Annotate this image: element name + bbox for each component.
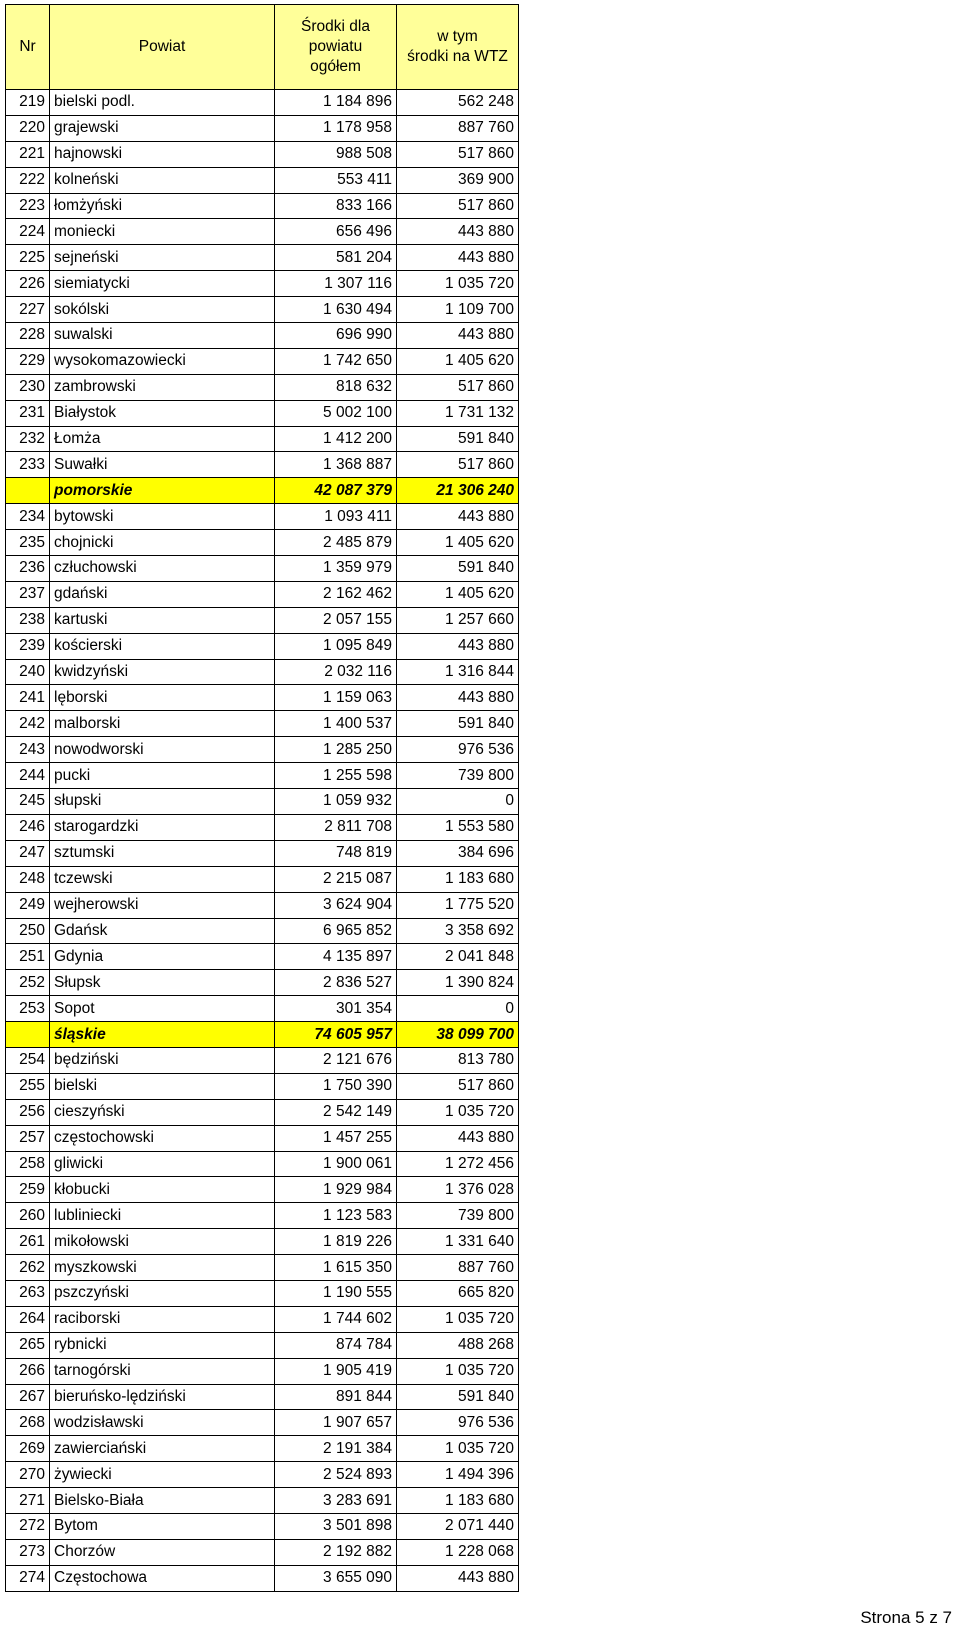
powiat-name: słupski xyxy=(50,789,275,815)
table-row xyxy=(6,245,519,271)
wtz-funds: 1 228 068 xyxy=(397,1539,519,1565)
row-nr: 225 xyxy=(6,245,50,271)
total-funds: 2 191 384 xyxy=(275,1436,397,1462)
total-funds: 1 123 583 xyxy=(275,1203,397,1229)
wtz-funds: 1 405 620 xyxy=(397,530,519,556)
total-funds: 2 121 676 xyxy=(275,1047,397,1073)
powiat-name: sokólski xyxy=(50,297,275,323)
row-nr: 232 xyxy=(6,426,50,452)
powiat-name: moniecki xyxy=(50,219,275,245)
row-nr: 231 xyxy=(6,400,50,426)
row-nr: 262 xyxy=(6,1255,50,1281)
table-row xyxy=(6,711,519,737)
wtz-funds: 1 494 396 xyxy=(397,1462,519,1488)
total-funds: 1 742 650 xyxy=(275,348,397,374)
row-nr: 242 xyxy=(6,711,50,737)
powiat-name: malborski xyxy=(50,711,275,737)
powiat-name: sejneński xyxy=(50,245,275,271)
table-row xyxy=(6,193,519,219)
table-row xyxy=(6,271,519,297)
row-nr: 248 xyxy=(6,866,50,892)
table-row xyxy=(6,918,519,944)
table-row xyxy=(6,1513,519,1539)
wtz-funds: 443 880 xyxy=(397,1565,519,1591)
row-nr: 259 xyxy=(6,1177,50,1203)
wtz-funds: 0 xyxy=(397,789,519,815)
total-funds: 748 819 xyxy=(275,840,397,866)
powiat-name: Częstochowa xyxy=(50,1565,275,1591)
table-row xyxy=(6,141,519,167)
row-nr: 256 xyxy=(6,1099,50,1125)
wtz-funds: 3 358 692 xyxy=(397,918,519,944)
total-funds: 818 632 xyxy=(275,374,397,400)
powiat-name: pucki xyxy=(50,763,275,789)
powiat-name: lęborski xyxy=(50,685,275,711)
table-row xyxy=(6,737,519,763)
table-row xyxy=(6,1203,519,1229)
row-nr: 233 xyxy=(6,452,50,478)
total-funds: 74 605 957 xyxy=(275,1022,397,1048)
total-funds: 656 496 xyxy=(275,219,397,245)
region-name: pomorskie xyxy=(50,478,275,504)
total-funds: 5 002 100 xyxy=(275,400,397,426)
total-funds: 2 162 462 xyxy=(275,581,397,607)
powiat-name: bielski xyxy=(50,1073,275,1099)
row-nr: 245 xyxy=(6,789,50,815)
powiat-name: rybnicki xyxy=(50,1332,275,1358)
row-nr: 239 xyxy=(6,633,50,659)
powiat-name: bytowski xyxy=(50,504,275,530)
wtz-funds: 591 840 xyxy=(397,1384,519,1410)
row-nr: 235 xyxy=(6,530,50,556)
powiat-name: bieruńsko-lędziński xyxy=(50,1384,275,1410)
total-funds: 1 178 958 xyxy=(275,115,397,141)
powiat-name: tarnogórski xyxy=(50,1358,275,1384)
wtz-funds: 1 272 456 xyxy=(397,1151,519,1177)
total-funds: 833 166 xyxy=(275,193,397,219)
powiat-name: Chorzów xyxy=(50,1539,275,1565)
region-name: śląskie xyxy=(50,1022,275,1048)
powiat-name: pszczyński xyxy=(50,1280,275,1306)
total-funds: 2 524 893 xyxy=(275,1462,397,1488)
row-nr: 250 xyxy=(6,918,50,944)
row-nr: 223 xyxy=(6,193,50,219)
row-nr: 226 xyxy=(6,271,50,297)
total-funds: 1 307 116 xyxy=(275,271,397,297)
powiat-name: tczewski xyxy=(50,866,275,892)
total-funds: 1 368 887 xyxy=(275,452,397,478)
table-row xyxy=(6,1539,519,1565)
region-summary-row xyxy=(6,478,519,504)
table-row xyxy=(6,348,519,374)
total-funds: 874 784 xyxy=(275,1332,397,1358)
row-nr: 237 xyxy=(6,581,50,607)
total-funds: 1 905 419 xyxy=(275,1358,397,1384)
row-nr: 240 xyxy=(6,659,50,685)
table-row xyxy=(6,1384,519,1410)
wtz-funds: 1 183 680 xyxy=(397,866,519,892)
wtz-funds: 976 536 xyxy=(397,1410,519,1436)
total-funds: 6 965 852 xyxy=(275,918,397,944)
wtz-funds: 1 405 620 xyxy=(397,348,519,374)
wtz-funds: 1 553 580 xyxy=(397,814,519,840)
wtz-funds: 1 035 720 xyxy=(397,1358,519,1384)
row-nr: 257 xyxy=(6,1125,50,1151)
table-row xyxy=(6,115,519,141)
table-row xyxy=(6,685,519,711)
wtz-funds: 887 760 xyxy=(397,1255,519,1281)
table-row xyxy=(6,219,519,245)
row-nr: 255 xyxy=(6,1073,50,1099)
table-row xyxy=(6,840,519,866)
row-nr: 228 xyxy=(6,323,50,349)
wtz-funds: 517 860 xyxy=(397,1073,519,1099)
powiat-name: Sopot xyxy=(50,996,275,1022)
table-row xyxy=(6,1229,519,1255)
table-row xyxy=(6,1306,519,1332)
table-row xyxy=(6,1280,519,1306)
table-row xyxy=(6,1358,519,1384)
row-nr: 234 xyxy=(6,504,50,530)
table-row xyxy=(6,763,519,789)
wtz-funds: 2 041 848 xyxy=(397,944,519,970)
region-summary-row xyxy=(6,1022,519,1048)
table-row xyxy=(6,400,519,426)
powiat-name: Słupsk xyxy=(50,970,275,996)
total-funds: 3 624 904 xyxy=(275,892,397,918)
row-nr: 273 xyxy=(6,1539,50,1565)
powiat-name: gdański xyxy=(50,581,275,607)
wtz-funds: 591 840 xyxy=(397,426,519,452)
powiat-name: mikołowski xyxy=(50,1229,275,1255)
page-number: Strona 5 z 7 xyxy=(860,1608,952,1627)
wtz-funds: 517 860 xyxy=(397,141,519,167)
wtz-funds: 2 071 440 xyxy=(397,1513,519,1539)
powiat-name: hajnowski xyxy=(50,141,275,167)
wtz-funds: 739 800 xyxy=(397,1203,519,1229)
powiat-name: chojnicki xyxy=(50,530,275,556)
total-funds: 581 204 xyxy=(275,245,397,271)
wtz-funds: 443 880 xyxy=(397,633,519,659)
total-funds: 1 744 602 xyxy=(275,1306,397,1332)
powiat-name: Gdynia xyxy=(50,944,275,970)
total-funds: 1 255 598 xyxy=(275,763,397,789)
wtz-funds: 1 731 132 xyxy=(397,400,519,426)
powiat-name: zawierciański xyxy=(50,1436,275,1462)
row-nr: 221 xyxy=(6,141,50,167)
row-nr: 247 xyxy=(6,840,50,866)
total-funds: 1 184 896 xyxy=(275,90,397,116)
wtz-funds: 21 306 240 xyxy=(397,478,519,504)
total-funds: 2 032 116 xyxy=(275,659,397,685)
wtz-funds: 1 316 844 xyxy=(397,659,519,685)
table-row xyxy=(6,1151,519,1177)
row-nr: 263 xyxy=(6,1280,50,1306)
row-nr: 252 xyxy=(6,970,50,996)
row-nr: 270 xyxy=(6,1462,50,1488)
total-funds: 1 285 250 xyxy=(275,737,397,763)
powiat-name: wodzisławski xyxy=(50,1410,275,1436)
powiat-name: łomżyński xyxy=(50,193,275,219)
total-funds: 1 929 984 xyxy=(275,1177,397,1203)
total-funds: 2 057 155 xyxy=(275,607,397,633)
total-funds: 2 542 149 xyxy=(275,1099,397,1125)
wtz-funds: 517 860 xyxy=(397,193,519,219)
table-row xyxy=(6,866,519,892)
row-nr: 227 xyxy=(6,297,50,323)
total-funds: 553 411 xyxy=(275,167,397,193)
row-nr: 258 xyxy=(6,1151,50,1177)
total-funds: 1 412 200 xyxy=(275,426,397,452)
table-row xyxy=(6,1125,519,1151)
wtz-funds: 665 820 xyxy=(397,1280,519,1306)
table-row xyxy=(6,892,519,918)
row-nr: 244 xyxy=(6,763,50,789)
table-row xyxy=(6,607,519,633)
powiat-name: kartuski xyxy=(50,607,275,633)
row-nr: 243 xyxy=(6,737,50,763)
wtz-funds: 443 880 xyxy=(397,219,519,245)
row-nr: 236 xyxy=(6,556,50,582)
table-row xyxy=(6,1436,519,1462)
table-row xyxy=(6,789,519,815)
powiat-name: Suwałki xyxy=(50,452,275,478)
table-row xyxy=(6,167,519,193)
wtz-funds: 38 099 700 xyxy=(397,1022,519,1048)
total-funds: 1 059 932 xyxy=(275,789,397,815)
total-funds: 2 192 882 xyxy=(275,1539,397,1565)
row-nr: 268 xyxy=(6,1410,50,1436)
wtz-funds: 739 800 xyxy=(397,763,519,789)
wtz-funds: 384 696 xyxy=(397,840,519,866)
total-funds: 1 190 555 xyxy=(275,1280,397,1306)
table-row xyxy=(6,633,519,659)
powiat-name: suwalski xyxy=(50,323,275,349)
total-funds: 301 354 xyxy=(275,996,397,1022)
wtz-funds: 562 248 xyxy=(397,90,519,116)
powiat-name: Bielsko-Biała xyxy=(50,1488,275,1514)
wtz-funds: 1 035 720 xyxy=(397,1436,519,1462)
wtz-funds: 443 880 xyxy=(397,685,519,711)
total-funds: 1 630 494 xyxy=(275,297,397,323)
wtz-funds: 591 840 xyxy=(397,711,519,737)
total-funds: 2 215 087 xyxy=(275,866,397,892)
wtz-funds: 887 760 xyxy=(397,115,519,141)
table-body xyxy=(6,90,519,1592)
total-funds: 1 359 979 xyxy=(275,556,397,582)
row-nr: 260 xyxy=(6,1203,50,1229)
total-funds: 2 811 708 xyxy=(275,814,397,840)
powiat-name: będziński xyxy=(50,1047,275,1073)
table-row xyxy=(6,1565,519,1591)
total-funds: 1 750 390 xyxy=(275,1073,397,1099)
powiat-name: lubliniecki xyxy=(50,1203,275,1229)
row-nr: 220 xyxy=(6,115,50,141)
total-funds: 2 836 527 xyxy=(275,970,397,996)
wtz-funds: 1 390 824 xyxy=(397,970,519,996)
total-funds: 1 095 849 xyxy=(275,633,397,659)
total-funds: 1 400 537 xyxy=(275,711,397,737)
wtz-funds: 1 035 720 xyxy=(397,1099,519,1125)
wtz-funds: 488 268 xyxy=(397,1332,519,1358)
row-nr: 224 xyxy=(6,219,50,245)
table-row xyxy=(6,944,519,970)
header-srodki-ogolem: Środki dla powiatu ogółem xyxy=(275,5,397,90)
row-nr: 241 xyxy=(6,685,50,711)
table-row xyxy=(6,556,519,582)
table-row xyxy=(6,90,519,116)
powiat-name: gliwicki xyxy=(50,1151,275,1177)
wtz-funds: 591 840 xyxy=(397,556,519,582)
row-nr: 229 xyxy=(6,348,50,374)
table-row xyxy=(6,1099,519,1125)
powiat-name: kłobucki xyxy=(50,1177,275,1203)
wtz-funds: 1 183 680 xyxy=(397,1488,519,1514)
total-funds: 1 819 226 xyxy=(275,1229,397,1255)
powiat-name: raciborski xyxy=(50,1306,275,1332)
powiat-name: starogardzki xyxy=(50,814,275,840)
header-powiat: Powiat xyxy=(50,5,275,90)
table-row xyxy=(6,996,519,1022)
powiat-name: Bytom xyxy=(50,1513,275,1539)
wtz-funds: 1 405 620 xyxy=(397,581,519,607)
total-funds: 891 844 xyxy=(275,1384,397,1410)
table-row xyxy=(6,323,519,349)
table-row xyxy=(6,1073,519,1099)
row-nr: 230 xyxy=(6,374,50,400)
table-row xyxy=(6,1410,519,1436)
powiat-name: myszkowski xyxy=(50,1255,275,1281)
powiat-name: Gdańsk xyxy=(50,918,275,944)
row-nr: 249 xyxy=(6,892,50,918)
row-nr: 271 xyxy=(6,1488,50,1514)
wtz-funds: 1 376 028 xyxy=(397,1177,519,1203)
row-nr: 266 xyxy=(6,1358,50,1384)
row-nr: 267 xyxy=(6,1384,50,1410)
row-nr: 238 xyxy=(6,607,50,633)
wtz-funds: 976 536 xyxy=(397,737,519,763)
wtz-funds: 1 775 520 xyxy=(397,892,519,918)
powiat-name: zambrowski xyxy=(50,374,275,400)
row-nr: 254 xyxy=(6,1047,50,1073)
wtz-funds: 813 780 xyxy=(397,1047,519,1073)
total-funds: 3 283 691 xyxy=(275,1488,397,1514)
powiat-name: Łomża xyxy=(50,426,275,452)
powiat-name: grajewski xyxy=(50,115,275,141)
wtz-funds: 1 035 720 xyxy=(397,1306,519,1332)
wtz-funds: 369 900 xyxy=(397,167,519,193)
wtz-funds: 1 035 720 xyxy=(397,271,519,297)
powiat-name: bielski podl. xyxy=(50,90,275,116)
wtz-funds: 0 xyxy=(397,996,519,1022)
row-nr: 251 xyxy=(6,944,50,970)
table-row xyxy=(6,970,519,996)
total-funds: 3 655 090 xyxy=(275,1565,397,1591)
table-row xyxy=(6,1462,519,1488)
powiat-name: siemiatycki xyxy=(50,271,275,297)
total-funds: 696 990 xyxy=(275,323,397,349)
wtz-funds: 517 860 xyxy=(397,374,519,400)
total-funds: 2 485 879 xyxy=(275,530,397,556)
wtz-funds: 1 109 700 xyxy=(397,297,519,323)
table-row xyxy=(6,297,519,323)
wtz-funds: 1 257 660 xyxy=(397,607,519,633)
wtz-funds: 443 880 xyxy=(397,323,519,349)
powiat-name: kolneński xyxy=(50,167,275,193)
row-nr: 272 xyxy=(6,1513,50,1539)
table-row xyxy=(6,1332,519,1358)
row-nr: 274 xyxy=(6,1565,50,1591)
row-nr xyxy=(6,478,50,504)
row-nr: 265 xyxy=(6,1332,50,1358)
row-nr: 246 xyxy=(6,814,50,840)
table-row xyxy=(6,814,519,840)
table-row xyxy=(6,426,519,452)
row-nr: 269 xyxy=(6,1436,50,1462)
powiat-name: cieszyński xyxy=(50,1099,275,1125)
total-funds: 3 501 898 xyxy=(275,1513,397,1539)
table-row xyxy=(6,452,519,478)
total-funds: 1 093 411 xyxy=(275,504,397,530)
total-funds: 1 907 657 xyxy=(275,1410,397,1436)
table-row xyxy=(6,581,519,607)
table-row xyxy=(6,1177,519,1203)
powiat-name: kwidzyński xyxy=(50,659,275,685)
total-funds: 4 135 897 xyxy=(275,944,397,970)
total-funds: 42 087 379 xyxy=(275,478,397,504)
powiat-funds-table xyxy=(5,4,519,1592)
table-row xyxy=(6,1047,519,1073)
row-nr: 264 xyxy=(6,1306,50,1332)
powiat-name: nowodworski xyxy=(50,737,275,763)
row-nr xyxy=(6,1022,50,1048)
powiat-name: wejherowski xyxy=(50,892,275,918)
powiat-name: częstochowski xyxy=(50,1125,275,1151)
wtz-funds: 443 880 xyxy=(397,504,519,530)
wtz-funds: 517 860 xyxy=(397,452,519,478)
powiat-name: wysokomazowiecki xyxy=(50,348,275,374)
table-row xyxy=(6,659,519,685)
powiat-name: Białystok xyxy=(50,400,275,426)
wtz-funds: 443 880 xyxy=(397,1125,519,1151)
powiat-name: sztumski xyxy=(50,840,275,866)
header-srodki-wtz: w tym środki na WTZ xyxy=(397,5,519,90)
total-funds: 1 900 061 xyxy=(275,1151,397,1177)
table-row xyxy=(6,374,519,400)
total-funds: 1 457 255 xyxy=(275,1125,397,1151)
total-funds: 988 508 xyxy=(275,141,397,167)
row-nr: 261 xyxy=(6,1229,50,1255)
table-header-row xyxy=(6,5,519,90)
header-nr: Nr xyxy=(6,5,50,90)
powiat-name: kościerski xyxy=(50,633,275,659)
table-row xyxy=(6,504,519,530)
total-funds: 1 159 063 xyxy=(275,685,397,711)
table-row xyxy=(6,1255,519,1281)
powiat-name: żywiecki xyxy=(50,1462,275,1488)
table-row xyxy=(6,530,519,556)
row-nr: 222 xyxy=(6,167,50,193)
total-funds: 1 615 350 xyxy=(275,1255,397,1281)
row-nr: 253 xyxy=(6,996,50,1022)
wtz-funds: 443 880 xyxy=(397,245,519,271)
wtz-funds: 1 331 640 xyxy=(397,1229,519,1255)
table-row xyxy=(6,1488,519,1514)
row-nr: 219 xyxy=(6,90,50,116)
powiat-name: człuchowski xyxy=(50,556,275,582)
